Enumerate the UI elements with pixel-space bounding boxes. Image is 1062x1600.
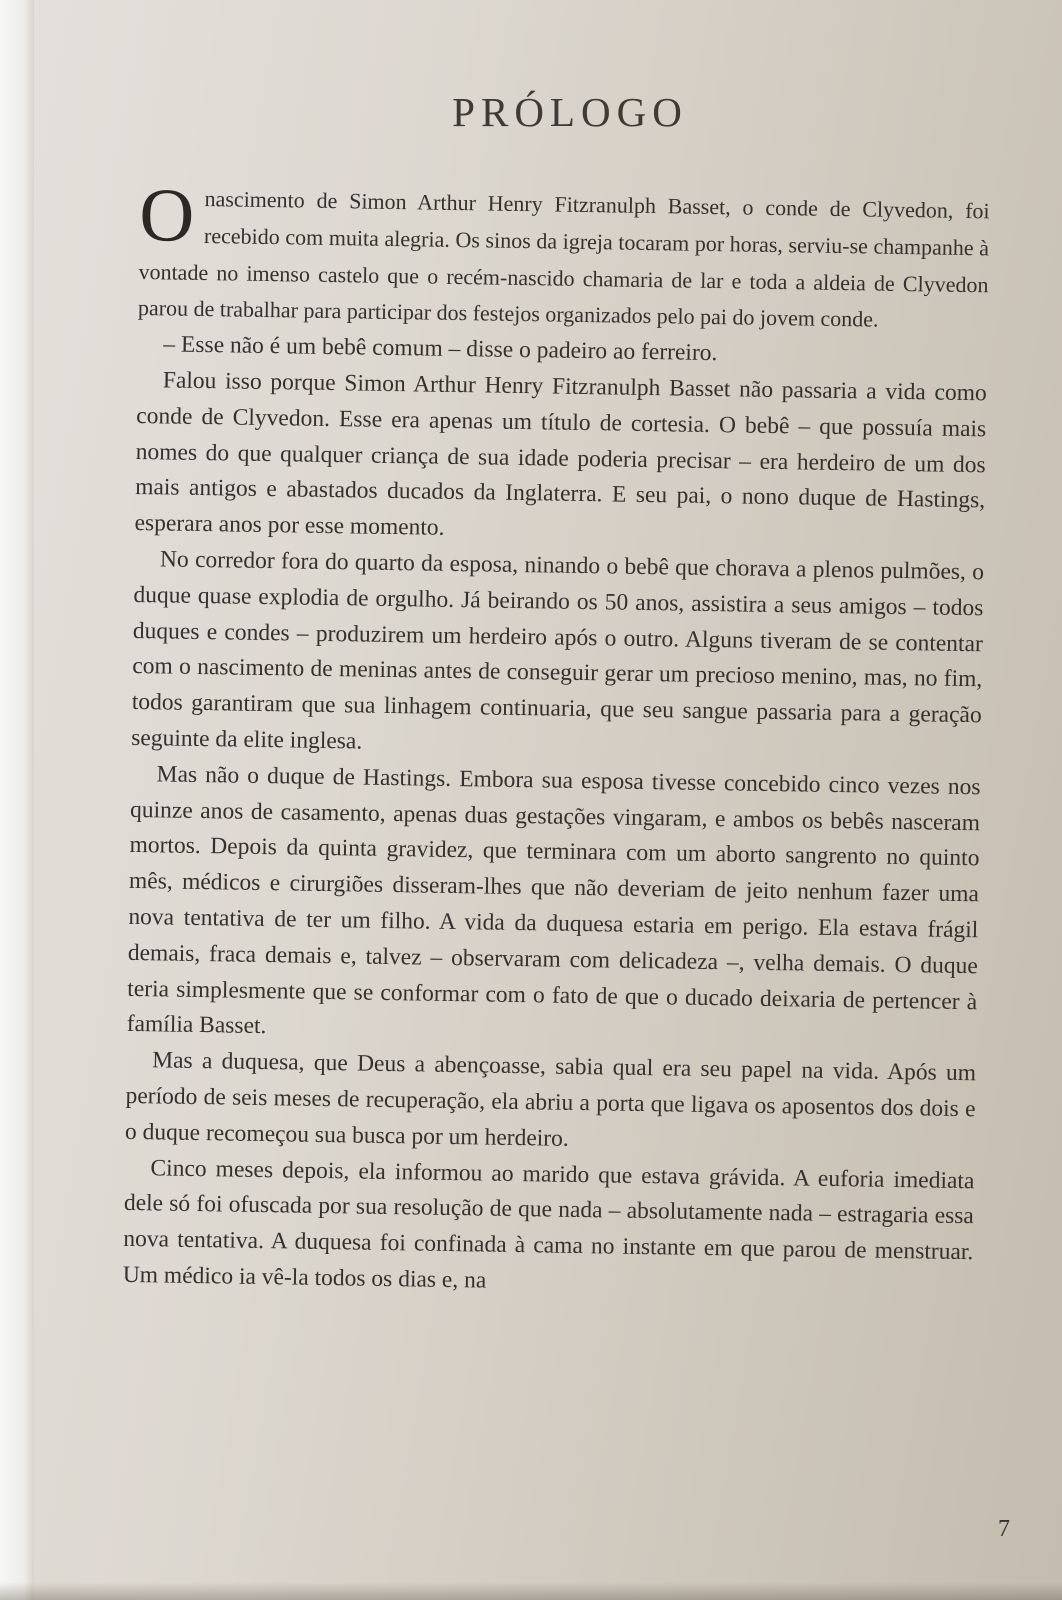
paragraph-1-text: nascimento de Simon Arthur Henry Fitzranulph Basset, o conde de Clyvedon, foi recebido com muita alegria. Os sinos da igreja tocaram por horas, serviu-se champanhe à vontade no imenso castelo que o recém-nascido chamaria de lar e toda a aldeia de Clyvedon parou de trabalhar para participar dos festejos organizados pelo pai do jovem conde. (137, 186, 990, 333)
paragraph-7: Cinco meses depois, ela informou ao marido que estava grávida. A euforia imediata dele só foi ofuscada por sua resolução de que nada – absolutamente nada – estragaria essa nova tentativa. A duquesa foi confinada à cama no instante em que parou de menstruar. Um médico ia vê-la todos os dias e, na (122, 1154, 975, 1294)
drop-cap: O (138, 173, 195, 258)
chapter-title: PRÓLOGO (452, 89, 688, 135)
paragraph-1 (137, 173, 990, 341)
paragraph-5: Mas não o duque de Hastings. Embora sua esposa tivesse concebido cinco vezes nos quinze anos de casamento, apenas duas gestações vingaram, e ambos os bebês nasceram mortos. Depois da quinta gravidez, que terminara com um aborto sangrento no quinto mês, médicos e cirurgiões disseram-lhes que não deveriam de jeito nenhum fazer uma nova tentativa de ter um filho. A vida da duquesa estaria em perigo. Ela estava frágil demais, fraca demais e, talvez – observaram com delicadeza –, velha demais. O duque teria simplesmente que se conformar com o fato de que o ducado deixaria de pertencer à família Basset. (126, 761, 981, 1040)
body-text (122, 173, 990, 1307)
page-left-edge (0, 0, 34, 1600)
paragraph-2: – Esse não é um bebê comum – disse o padeiro ao ferreiro. (163, 331, 718, 367)
page-bottom-shadow (0, 1582, 1062, 1600)
page-number: 7 (998, 1516, 1010, 1542)
paragraph-3: Falou isso porque Simon Arthur Henry Fitzranulph Basset não passaria a vida como conde de Clyvedon. Esse era apenas um título de cortesia. O bebê – que possuía mais nomes do que qualquer criança de sua idade poderia precisar – era herdeiro de um dos mais antigos e abastados ducados da Inglaterra. E seu pai, o nono duque de Hastings, esperara anos por esse momento. (134, 367, 987, 541)
paragraph-6: Mas a duquesa, que Deus a abençoasse, sabia qual era seu papel na vida. Após um período de seis meses de recuperação, ela abriu a porta que ligava os aposentos dos dois e o duque recomeçou sua busca por um herdeiro. (124, 1047, 977, 1152)
paragraph-4: No corredor fora do quarto da esposa, ninando o bebê que chorava a plenos pulmões, o duque quase explodia de orgulho. Já beirando os 50 anos, assistira a seus amigos – todos duques e condes – produzirem um herdeiro após o outro. Alguns tiveram de se contentar com o nascimento de meninas antes de conseguir gerar um precioso menino, mas, no fim, todos garantiram que sua linhagem continuaria, que seu sangue passaria para a geração seguinte da elite inglesa. (131, 546, 985, 755)
